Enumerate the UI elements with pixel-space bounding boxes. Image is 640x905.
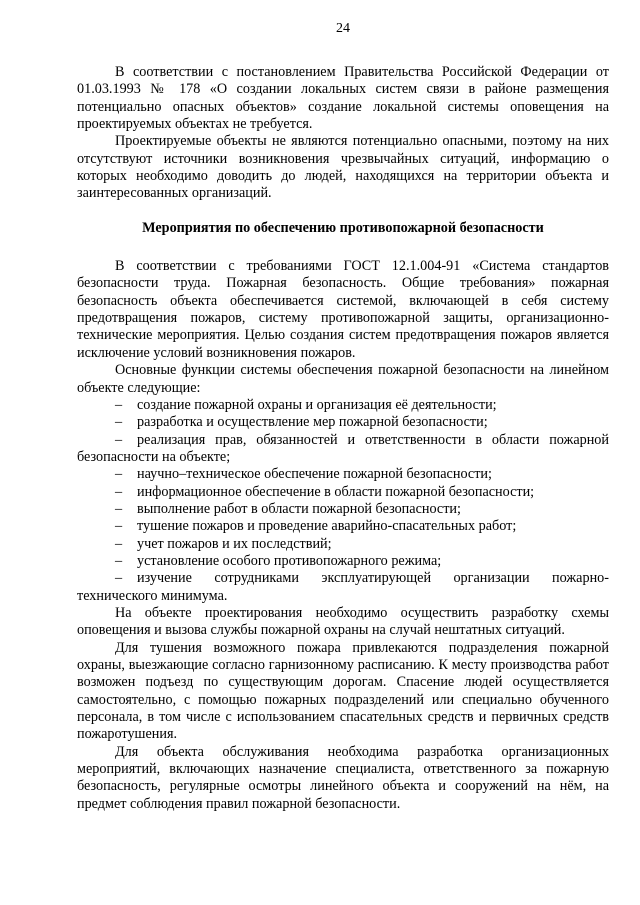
list-marker: – (115, 500, 123, 517)
list-marker: – (115, 570, 123, 587)
list-item (77, 501, 609, 518)
paragraph-warning-scheme: На объекте проектирования необходимо осуществить разработку схемы оповещения и вызова службы пожарной охраны на случай нештатных ситуаций. (77, 604, 609, 639)
paragraph-gost-requirements: В соответствии с требованиями ГОСТ 12.1.004-91 «Система стандартов безопасности труда. Пожарная безопасность. Общие требования» пожарная безопасность объекта обеспечивается системой, включающей в себя систему предотвращения пожаров, систему противопожарной защиты, организационно-технические мероприятия. Целью создания систем предотвращения пожаров является исключение условий возникновения пожаров. (77, 258, 609, 361)
list-item-text: учет пожаров и их последствий; (137, 535, 332, 552)
list-item-text: тушение пожаров и проведение аварийно-спасательных работ; (137, 518, 517, 535)
list-item (77, 536, 609, 553)
list-item-text: информационное обеспечение в области пожарной безопасности; (137, 483, 535, 500)
list-item-text: выполнение работ в области пожарной безопасности; (137, 500, 461, 517)
list-item (77, 570, 609, 605)
list-item (77, 553, 609, 570)
functions-list (77, 397, 609, 605)
list-item-text: создание пожарной охраны и организация её деятельности; (137, 396, 497, 413)
paragraph-organizational-measures: Для объекта обслуживания необходима разработка организационных мероприятий, включающих назначение специалиста, ответственного за пожарную безопасность, регулярные осмотры линейного объекта и сооружений на нём, на предмет соблюдения правил пожарной безопасности. (77, 743, 609, 812)
list-marker: – (115, 552, 123, 569)
list-item-text: научно–техническое обеспечение пожарной безопасности; (137, 466, 492, 483)
paragraph-main-functions: Основные функции системы обеспечения пожарной безопасности на линейном объекте следующие: (77, 362, 609, 396)
list-marker: – (115, 414, 123, 431)
list-marker: – (115, 466, 123, 483)
list-marker: – (115, 483, 123, 500)
paragraph-firefighting: Для тушения возможного пожара привлекаются подразделения пожарной охраны, выезжающие согласно гарнизонному расписанию. К месту производства работ возможен подъезд по существующим дорогам. Спасение людей осуществляется самостоятельно, с помощью пожарных подразделений или специально обученного персонала, в том числе с использованием спасательных средств и первичных средств пожаротушения. (77, 639, 609, 743)
list-marker: – (115, 518, 123, 535)
list-item (77, 484, 609, 501)
page-content (77, 64, 609, 813)
list-marker: – (115, 431, 123, 448)
paragraph-not-hazardous: Проектируемые объекты не являются потенциально опасными, поэтому на них отсутствуют источники возникновения чрезвычайных ситуаций, информацию о которых необходимо доводить до людей, находящихся на территории объекта и заинтересованных организаций. (77, 133, 609, 202)
list-item-text: разработка и осуществление мер пожарной безопасности; (137, 414, 488, 431)
list-marker: – (115, 396, 123, 413)
section-heading: Мероприятия по обеспечению противопожарной безопасности (142, 219, 544, 236)
list-item-text: реализация прав, обязанностей и ответственности в области пожарной безопасности на объекте; (77, 431, 609, 465)
list-item-text: изучение сотрудниками эксплуатирующей организации пожарно-технического минимума. (77, 570, 609, 604)
paragraph-warning-system: В соответствии с постановлением Правительства Российской Федерации от 01.03.1993 № 178 «О создании локальных систем связи в районе размещения потенциально опасных объектов» создание локальной системы оповещения на проектируемых объектах не требуется. (77, 64, 609, 133)
list-item (77, 397, 609, 414)
list-item-text: установление особого противопожарного режима; (137, 552, 442, 569)
list-item (77, 414, 609, 431)
list-item (77, 466, 609, 483)
list-item (77, 432, 609, 467)
list-marker: – (115, 535, 123, 552)
list-item (77, 518, 609, 535)
page-number: 24 (336, 21, 350, 36)
